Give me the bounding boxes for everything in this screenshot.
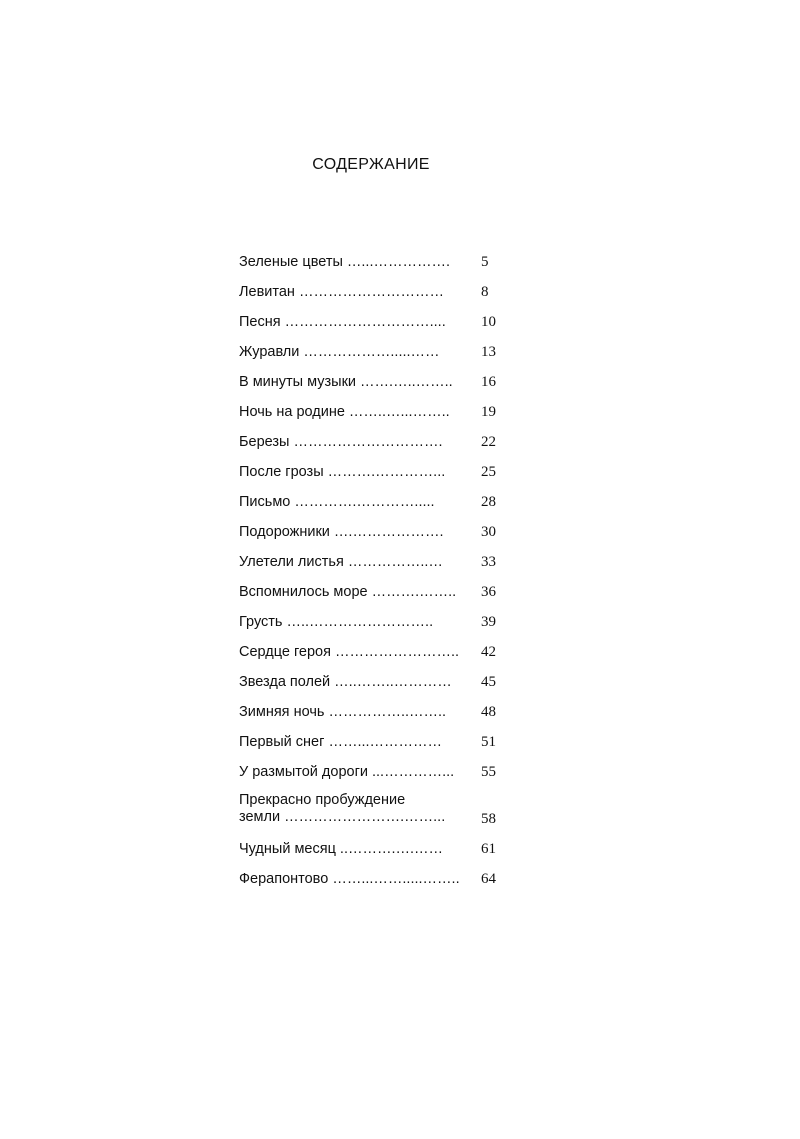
toc-entry [239,672,509,702]
toc-entry [239,642,509,672]
toc-entry [239,372,509,402]
toc-entry-page-number: 28 [481,494,496,510]
toc-entry-title: У размытой дороги ...…………... [239,764,455,780]
toc-entry-title: Левитан ………………………… [239,284,444,300]
toc-entry-page-number: 55 [481,764,496,780]
toc-entry [239,582,509,612]
toc-entry-page-number: 39 [481,614,496,630]
toc-entry-page-number: 22 [481,434,496,450]
toc-entry [239,522,509,552]
toc-entry [239,312,509,342]
toc-entry-title: Сердце героя …………………….. [239,644,460,660]
toc-entry-title: Письмо ………….…………..... [239,494,435,510]
toc-entry-title: Звезда полей …..……..………… [239,674,452,690]
toc-entry-page-number: 19 [481,404,496,420]
toc-entry [239,612,509,642]
toc-entry-title: Улетели листья ……………..… [239,554,443,570]
toc-entry-title: Вспомнилось море ……….…….. [239,584,457,600]
toc-entry-page-number: 5 [481,254,489,270]
toc-entry-page-number: 51 [481,734,496,750]
toc-entry [239,839,509,869]
toc-entry-page-number: 16 [481,374,496,390]
toc-entry-page-number: 61 [481,841,496,857]
toc-entry-page-number: 58 [481,811,496,827]
toc-entry-title: Грусть …..…………………….. [239,614,434,630]
toc-entry-title: Чудный месяц ..……….….…… [239,841,444,857]
toc-entry [239,552,509,582]
toc-entry-title: Журавли ……………….....…… [239,344,440,360]
toc-entry [239,432,509,462]
toc-entry-title: После грозы ……….…………... [239,464,446,480]
toc-entry-page-number: 45 [481,674,496,690]
toc-entry-title: Березы …………………………. [239,434,443,450]
toc-entry-page-number: 64 [481,871,496,887]
toc-entry [239,869,509,899]
toc-entry-title: Подорожники ….………………. [239,524,444,540]
toc-entry [239,792,509,839]
toc-entry-title: Зеленые цветы …...……………. [239,254,451,270]
toc-entry [239,762,509,792]
toc-entry-title: В минуты музыки …….…..…….. [239,374,453,390]
toc-entry [239,252,509,282]
toc-entry-page-number: 42 [481,644,496,660]
toc-entry-title: Прекрасно пробуждение земли …………………….……... [239,792,446,825]
toc-entry-title: Зимняя ночь ……………..…….. [239,704,447,720]
toc-entry [239,732,509,762]
table-of-contents [239,252,509,899]
toc-entry-page-number: 30 [481,524,496,540]
toc-entry [239,702,509,732]
page-title: СОДЕРЖАНИЕ [312,156,430,173]
toc-entry-page-number: 36 [481,584,496,600]
toc-entry-page-number: 13 [481,344,496,360]
toc-entry [239,282,509,312]
toc-entry [239,402,509,432]
toc-entry-page-number: 8 [481,284,489,300]
toc-entry-title: Первый снег ……...…………… [239,734,443,750]
toc-entry-title: Песня ………………………….... [239,314,446,330]
toc-entry [239,342,509,372]
toc-entry [239,462,509,492]
toc-entry-page-number: 25 [481,464,496,480]
toc-entry-title: Ночь на родине ……..…...…….. [239,404,450,420]
toc-entry-page-number: 10 [481,314,496,330]
toc-entry-page-number: 33 [481,554,496,570]
toc-entry [239,492,509,522]
toc-entry-page-number: 48 [481,704,496,720]
toc-entry-title: Ферапонтово ……...…….....…….. [239,871,460,887]
